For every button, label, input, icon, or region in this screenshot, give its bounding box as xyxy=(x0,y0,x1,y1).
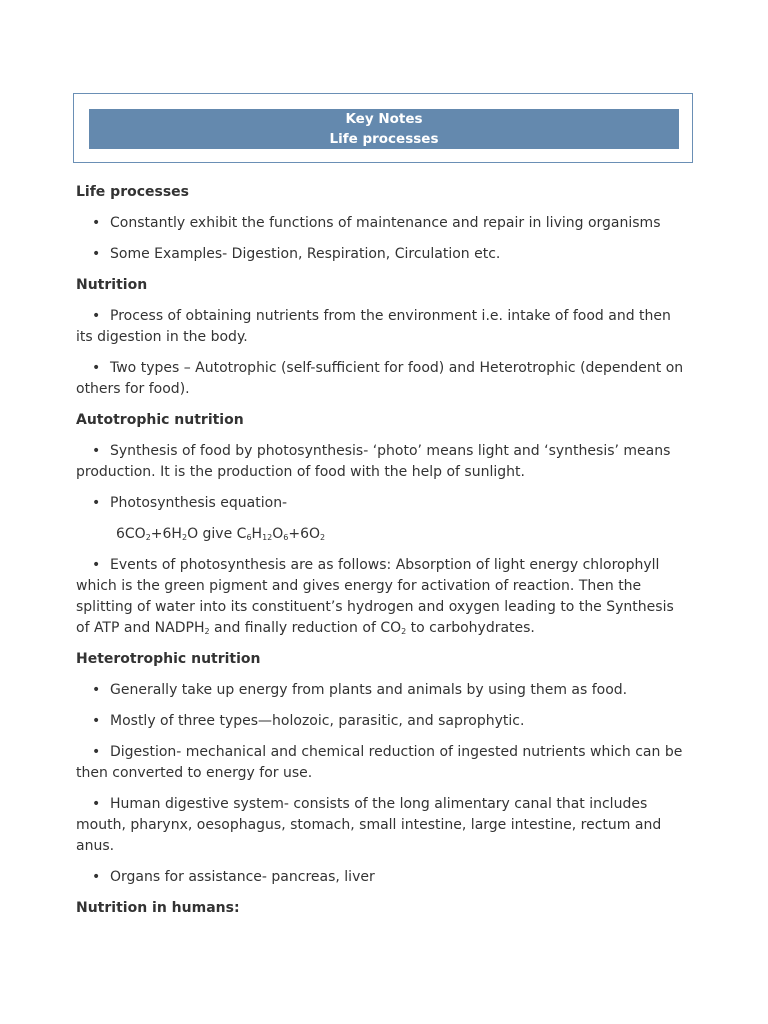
heading-life-processes: Life processes xyxy=(76,184,190,200)
list-item: • Organs for assistance- pancreas, liver xyxy=(76,867,688,888)
key-notes-banner xyxy=(89,109,679,149)
list-item: • Events of photosynthesis are as follows: Absorption of light energy chlorophyll which is the green pigment and gives energy for activation of reaction. Then the splitting of water into its constituent’s hydrogen and oxygen leading to the Synthesis of ATP and $NADPH_2$ and finally reduction of $CO_2$ to carbohydrates. xyxy=(76,557,674,636)
list-item: • Synthesis of food by photosynthesis- ‘photo’ means light and ‘synthesis’ means production. It is the production of food with the help of sunlight. xyxy=(76,443,671,480)
list-item: • Some Examples- Digestion, Respiration, Circulation etc. xyxy=(76,244,688,265)
key-notes-header-box xyxy=(73,93,693,163)
bullet-icon: • xyxy=(92,557,101,573)
list-item: • Human digestive system- consists of the long alimentary canal that includes mouth, pharynx, oesophagus, stomach, small intestine, large intestine, rectum and anus. xyxy=(76,796,662,854)
list-item: • Photosynthesis equation- xyxy=(76,493,688,514)
list-item: • Process of obtaining nutrients from the environment i.e. intake of food and then its digestion in the body. xyxy=(76,308,671,345)
bullet-icon: • xyxy=(92,796,101,812)
bullet-icon: • xyxy=(92,869,101,885)
heading-nutrition: Nutrition xyxy=(76,277,148,293)
list-item: • Constantly exhibit the functions of maintenance and repair in living organisms xyxy=(76,213,688,234)
heading-autotrophic-nutrition: Autotrophic nutrition xyxy=(76,412,244,428)
bullet-icon: • xyxy=(92,308,101,324)
bullet-icon: • xyxy=(92,495,101,511)
bullet-icon: • xyxy=(92,744,101,760)
bullet-icon: • xyxy=(92,215,101,231)
heading-heterotrophic-nutrition: Heterotrophic nutrition xyxy=(76,651,261,667)
bullet-icon: • xyxy=(92,682,101,698)
bullet-icon: • xyxy=(92,246,101,262)
photosynthesis-equation: $6CO_2+6H_2O$ give $C_6H_{12}O_6+6O_2$ xyxy=(116,526,326,542)
list-item: • Two types – Autotrophic (self-sufficient for food) and Heterotrophic (dependent on others for food). xyxy=(76,360,684,397)
list-item: • Digestion- mechanical and chemical reduction of ingested nutrients which can be then converted to energy for use. xyxy=(76,744,683,781)
list-item: • Mostly of three types—holozoic, parasitic, and saprophytic. xyxy=(76,711,688,732)
notes-content xyxy=(76,182,688,929)
list-item: • Generally take up energy from plants and animals by using them as food. xyxy=(76,680,688,701)
bullet-icon: • xyxy=(92,360,101,376)
bullet-icon: • xyxy=(92,713,101,729)
banner-title: Key Notes xyxy=(345,111,423,127)
banner-subtitle: Life processes xyxy=(329,131,439,147)
heading-nutrition-in-humans: Nutrition in humans: xyxy=(76,900,240,916)
bullet-icon: • xyxy=(92,443,101,459)
